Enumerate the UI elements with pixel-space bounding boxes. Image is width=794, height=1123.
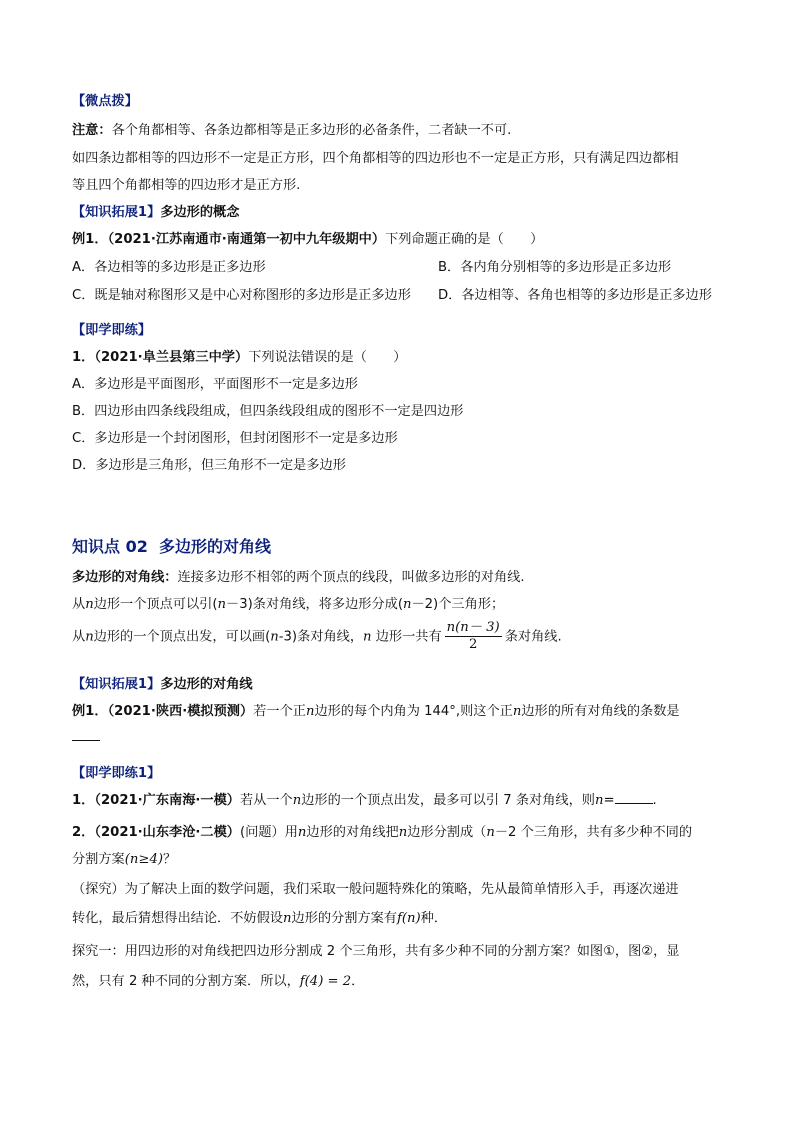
var-n: n	[402, 597, 412, 612]
text: .	[652, 793, 657, 808]
section2-line3	[72, 620, 562, 653]
text: 条对角线.	[504, 629, 562, 645]
text: －3)条对角线，将多边形分成(	[226, 597, 403, 612]
practice1-option-a: A．多边形是平面图形，平面图形不一定是多边形	[72, 377, 358, 392]
fraction-denominator: 2	[468, 636, 478, 652]
practice2-explore-line1: （探究）为了解决上面的数学问题，我们采取一般问题特殊化的策略，先从最简单情形入手，再逐次递进	[72, 882, 679, 897]
answer-blank	[615, 791, 653, 804]
practice2-inv1-line1: 探究一：用四边形的对角线把四边形分割成 2 个三角形，共有多少种不同的分割方案？如图①，图②，显	[72, 944, 680, 959]
ext2-tag: 【知识拓展1】	[72, 677, 161, 692]
var-n: n	[292, 793, 302, 808]
text: 种．	[420, 911, 448, 926]
ext1-tag: 【知识拓展1】	[72, 205, 161, 220]
example-source: （2021·江苏南通市·南通第一初中九年级期中）	[107, 232, 386, 247]
practice1-option-d: D．多边形是三角形，但三角形不一定是多边形	[72, 458, 346, 473]
ext1-option-a: A．各边相等的多边形是正多边形	[72, 260, 266, 275]
section2-heading-num: 知识点 02	[72, 537, 148, 556]
text: 边形分割成（	[407, 825, 487, 840]
var-n: n	[363, 629, 372, 645]
text: －2)个三角形；	[411, 597, 505, 612]
q1-num: 1．	[72, 793, 95, 808]
example-source: （2021·陕西·模拟预测）	[107, 704, 254, 719]
text: =	[603, 793, 615, 808]
var-n: n	[217, 597, 227, 612]
ext1-option-d: D．各边相等、各角也相等的多边形是正多边形	[438, 288, 712, 303]
ext2-answer-blank	[72, 728, 100, 747]
practice1-q-text: 下列说法错误的是（ ）	[248, 350, 407, 365]
var-n: n	[297, 825, 307, 840]
ext1-option-b: B．各内角分别相等的多边形是正多边形	[438, 260, 672, 275]
fraction-numerator: n(n－ 3)	[446, 620, 500, 635]
text: －2 个三角形，共有多少种不同的	[494, 825, 693, 840]
q1-source: （2021·广东南海·一模）	[94, 793, 240, 808]
section2-line2	[72, 595, 504, 614]
q2-num: 2．	[72, 825, 95, 840]
def-label: 多边形的对角线：	[72, 570, 178, 585]
var-n: n	[486, 825, 495, 840]
section2-heading	[72, 535, 271, 558]
text: 边形的一个顶点出发，最多可以引 7 条对角线，则	[301, 793, 595, 808]
text: 从	[72, 629, 86, 645]
text: 然，只有 2 种不同的分割方案．所以，	[72, 974, 300, 989]
micro-tip-para2: 等且四个角都相等的四边形才是正方形.	[72, 178, 301, 193]
text: -3)条对角线，	[278, 629, 364, 645]
practice1-q-source: （2021·阜兰县第三中学）	[94, 350, 249, 365]
example-question: 下列命题正确的是（ ）	[385, 232, 544, 247]
text: 边形的每个内角为 144°,则这个正	[314, 704, 513, 719]
function-f: f(n)	[397, 911, 421, 926]
text: ？	[162, 852, 177, 867]
answer-blank	[72, 728, 100, 741]
section2-heading-title: 多边形的对角线	[158, 537, 271, 556]
text: 边形的分割方案有	[291, 911, 397, 926]
micro-tip-para1: 如四条边都相等的四边形不一定是正方形，四个角都相等的四边形也不一定是正方形，只有满足四边都相	[72, 151, 679, 166]
ext1-example	[72, 230, 543, 249]
ext1-option-c: C．既是轴对称图形又是中心对称图形的多边形是正多边形	[72, 288, 411, 303]
q2-source: （2021·山东李沧·二模）	[94, 825, 240, 840]
practice1-question	[72, 348, 406, 367]
text: 边形的一个顶点出发，可以画(	[93, 629, 271, 645]
text: 若从一个	[240, 793, 293, 808]
text: 边形一个顶点可以引(	[93, 597, 218, 612]
var-n: n	[305, 704, 315, 719]
text: 从	[72, 597, 86, 612]
var-n: n	[85, 629, 94, 645]
text: ．	[351, 974, 365, 989]
note-label: 注意：	[72, 123, 112, 138]
ext1-header	[72, 203, 239, 222]
def-text: 连接多边形不相邻的两个顶点的线段，叫做多边形的对角线.	[177, 570, 525, 585]
function-f-value: f(4) = 2	[299, 974, 352, 989]
text: 边形一共有	[371, 629, 442, 645]
practice2-explore-line2	[72, 909, 447, 928]
practice1-option-c: C．多边形是一个封闭图形，但封闭图形不一定是多边形	[72, 431, 398, 446]
text: 边形的所有对角线的条数是	[521, 704, 680, 719]
var-n: n	[85, 597, 94, 612]
diagonal-count-fraction	[445, 620, 502, 653]
practice2-tag: 【即学即练1】	[72, 766, 161, 781]
text: (问题）用	[240, 825, 298, 840]
ext2-title: 多边形的对角线	[160, 677, 253, 692]
practice2-q2	[72, 823, 692, 842]
text: 若一个正	[253, 704, 306, 719]
var-n: n	[512, 704, 522, 719]
note-text: 各个角都相等、各条边都相等是正多边形的必备条件，二者缺一不可.	[111, 123, 512, 138]
practice2-q1	[72, 791, 657, 810]
micro-tip-tag: 【微点拨】	[72, 94, 138, 109]
var-n: n	[270, 629, 279, 645]
practice2-inv1-line2	[72, 972, 364, 991]
practice1-option-b: B．四边形由四条线段组成，但四条线段组成的图形不一定是四边形	[72, 404, 464, 419]
micro-tip-note	[72, 121, 511, 140]
example-label: 例1．	[72, 704, 108, 719]
var-n: n	[594, 793, 604, 808]
text: 分割方案	[72, 852, 125, 867]
text: 转化，最后猜想得出结论．不妨假设	[72, 911, 283, 926]
condition: (n≥4)	[124, 852, 163, 867]
practice2-q2-line2	[72, 850, 176, 869]
practice1-tag: 【即学即练】	[72, 323, 152, 338]
ext1-title: 多边形的概念	[160, 205, 240, 220]
section2-definition	[72, 568, 525, 587]
text: 边形的对角线把	[306, 825, 399, 840]
practice1-q-num: 1．	[72, 350, 95, 365]
ext2-example	[72, 702, 680, 721]
var-n: n	[398, 825, 408, 840]
ext2-header	[72, 675, 253, 694]
var-n: n	[283, 911, 292, 926]
example-label: 例1．	[72, 232, 108, 247]
